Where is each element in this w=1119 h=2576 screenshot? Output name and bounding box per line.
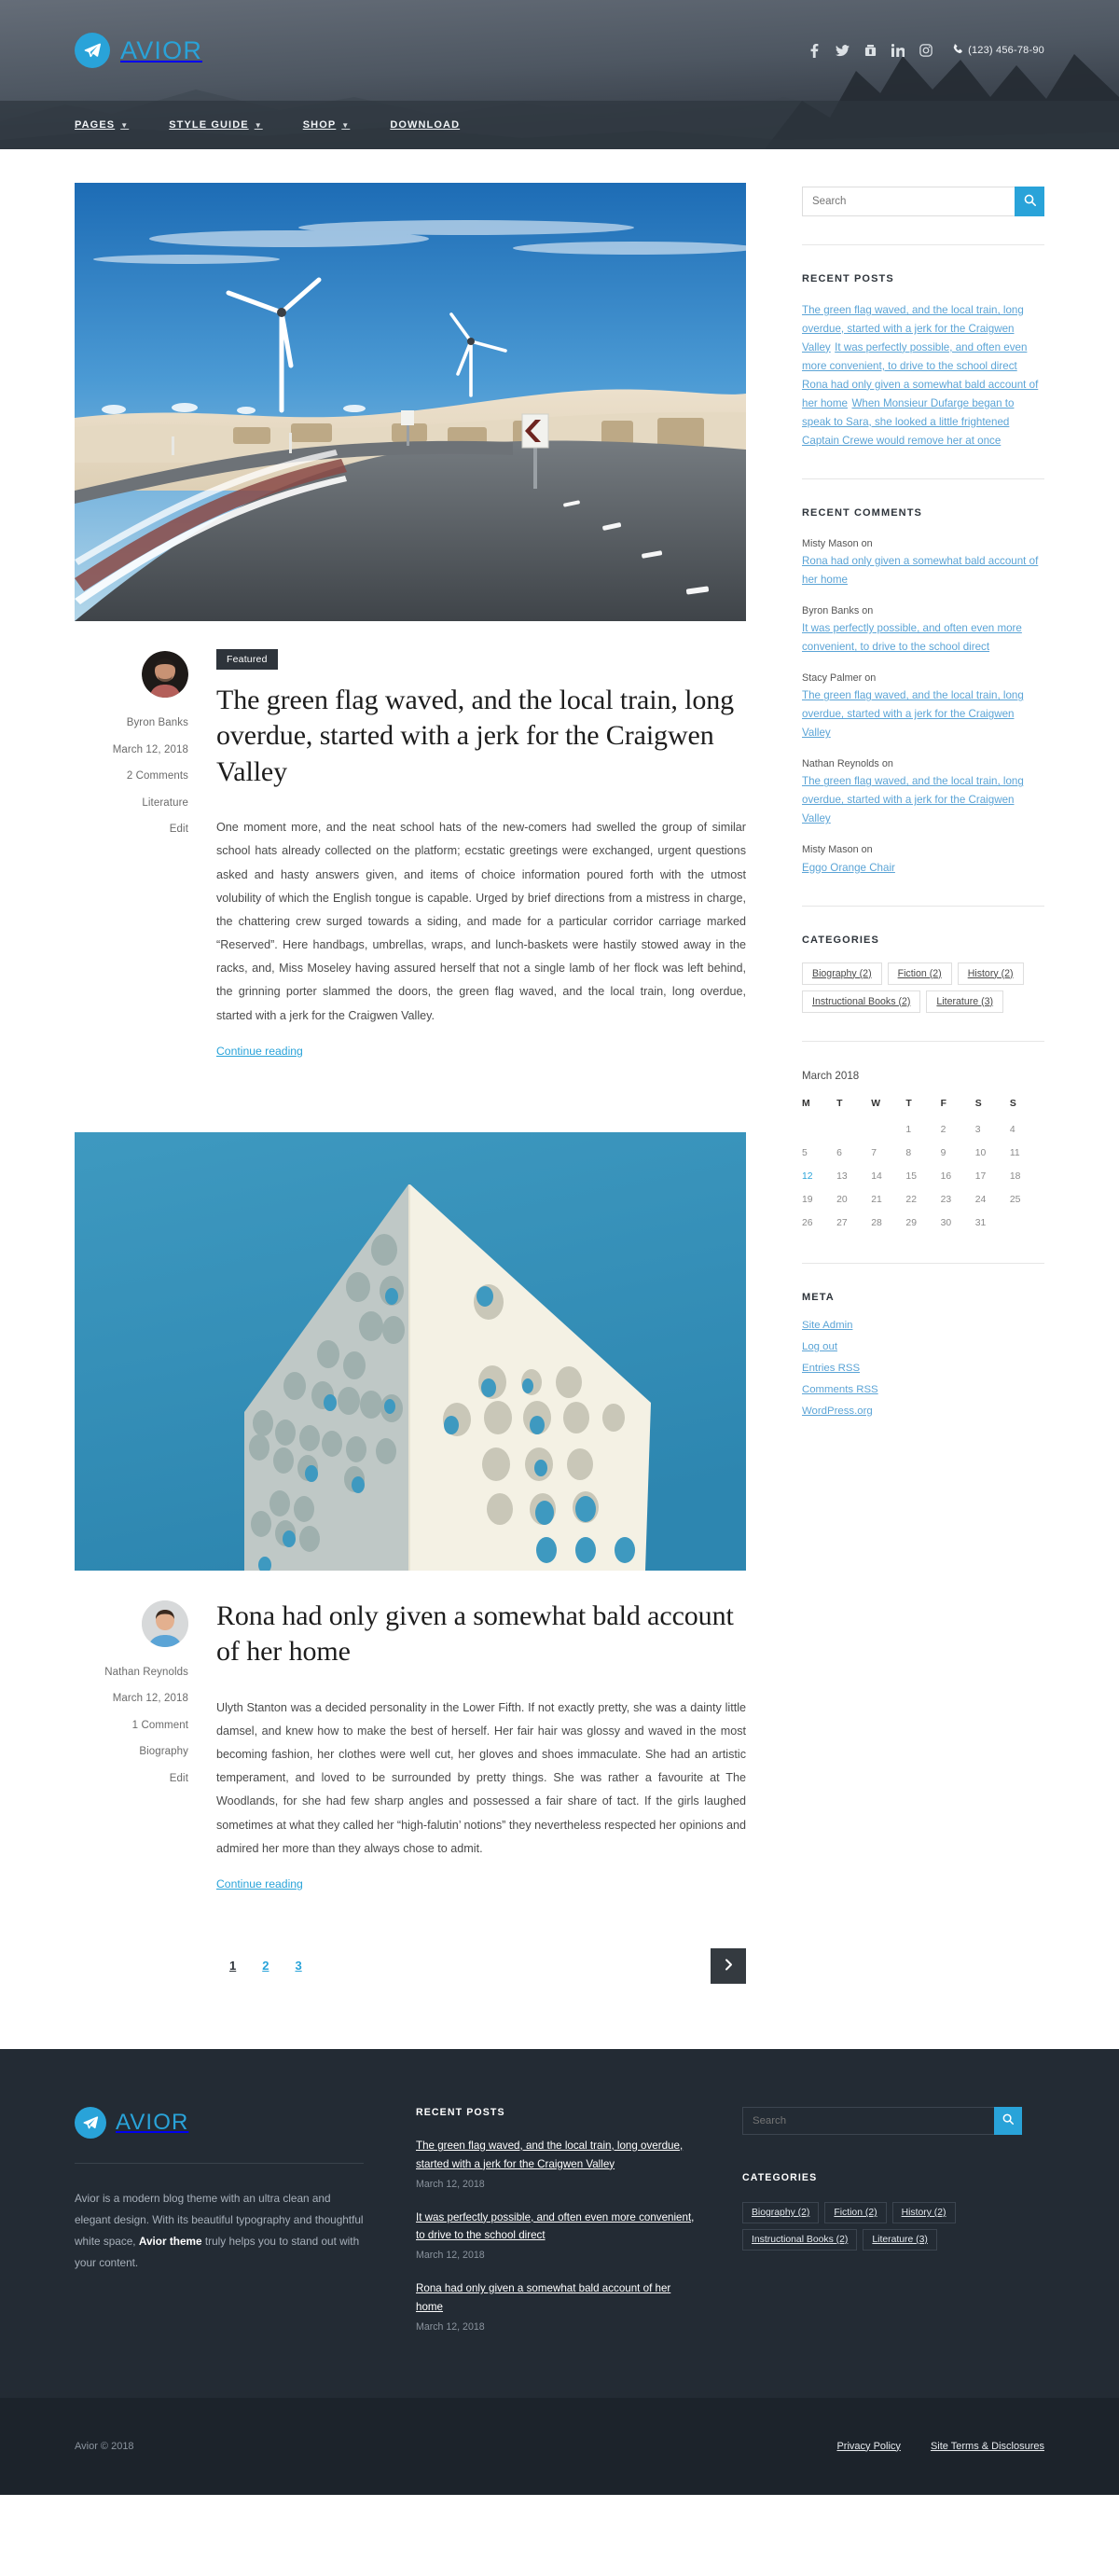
footer-links bbox=[836, 2441, 1044, 2452]
post-category[interactable]: Biography bbox=[139, 1746, 188, 1758]
footer-post-link[interactable]: Rona had only given a somewhat bald account of her home bbox=[416, 2282, 671, 2313]
footer-search bbox=[742, 2107, 1022, 2135]
search-icon bbox=[1002, 2113, 1014, 2127]
calendar-day: 24 bbox=[974, 1194, 987, 1205]
comment-post-link[interactable]: Rona had only given a somewhat bald account of her home bbox=[802, 554, 1039, 586]
comment-author: Byron Banks on bbox=[802, 604, 874, 616]
post-category[interactable]: Literature bbox=[142, 796, 188, 809]
winding-road-wind-turbines-photo bbox=[75, 183, 746, 621]
pagination-page-3[interactable]: 3 bbox=[295, 1959, 302, 1974]
calendar-day: 6 bbox=[836, 1147, 842, 1158]
calendar-caption: March 2018 bbox=[802, 1069, 860, 1082]
calendar-weekday: S bbox=[1009, 1098, 1016, 1109]
pagination-next-button[interactable] bbox=[711, 1948, 746, 1984]
pagination bbox=[75, 1892, 746, 2049]
post-article bbox=[75, 1132, 746, 1892]
footer-post-date: March 12, 2018 bbox=[416, 2320, 485, 2333]
calendar-day: 16 bbox=[940, 1170, 952, 1182]
calendar-day bbox=[1010, 1212, 1044, 1235]
nav-item-label: DOWNLOAD bbox=[390, 119, 461, 131]
post-comments-count[interactable]: 2 Comments bbox=[126, 770, 188, 782]
footer-about-column bbox=[75, 2107, 364, 2351]
footer-logo-text: AVIOR bbox=[116, 2109, 189, 2135]
meta-link-comments-rss[interactable]: Comments RSS bbox=[802, 1383, 878, 1395]
widget-title: RECENT POSTS bbox=[802, 273, 894, 284]
calendar-day: 2 bbox=[940, 1124, 946, 1135]
footer-post-date: March 12, 2018 bbox=[416, 2250, 485, 2262]
list-item bbox=[416, 2209, 696, 2262]
calendar-day: 4 bbox=[1009, 1124, 1015, 1135]
calendar-day: 1 bbox=[905, 1124, 912, 1135]
post-author[interactable]: Byron Banks bbox=[126, 717, 188, 728]
avatar bbox=[142, 651, 188, 698]
calendar-day: 27 bbox=[836, 1217, 848, 1228]
footer-widget-title: CATEGORIES bbox=[742, 2171, 818, 2183]
list-item bbox=[802, 755, 1044, 828]
calendar-day: 26 bbox=[802, 1217, 813, 1228]
nav-list bbox=[75, 119, 500, 131]
footer-category-tag-list bbox=[742, 2202, 1022, 2251]
calendar-day: 31 bbox=[974, 1217, 987, 1228]
main-content bbox=[75, 183, 746, 2049]
comment-author: Misty Mason on bbox=[802, 537, 873, 549]
footer-link-site-terms[interactable]: Site Terms & Disclosures bbox=[930, 2440, 1044, 2452]
widget-meta bbox=[802, 1263, 1044, 1417]
widget-calendar bbox=[802, 1041, 1044, 1235]
footer-category-tag[interactable]: Fiction (2) bbox=[824, 2202, 886, 2223]
nav-item-style-guide[interactable] bbox=[169, 119, 283, 131]
footer-about-post: truly helps you to stand out with your content. bbox=[75, 2234, 360, 2269]
site-footer bbox=[0, 2049, 1119, 2398]
calendar-day: 19 bbox=[802, 1194, 813, 1205]
meta-link-entries-rss[interactable]: Entries RSS bbox=[802, 1362, 861, 1374]
sidebar-search bbox=[802, 187, 1044, 216]
calendar-day: 22 bbox=[905, 1194, 917, 1205]
calendar-week-row bbox=[802, 1118, 1044, 1142]
continue-reading-link[interactable]: Continue reading bbox=[216, 1044, 303, 1058]
footer-about-bold: Avior theme bbox=[138, 2234, 202, 2248]
white-perforated-pyramid-photo bbox=[75, 1132, 746, 1571]
comment-post-link[interactable]: The green flag waved, and the local train, long overdue, started with a jerk for the Craigwen Valley bbox=[802, 775, 1024, 825]
list-item bbox=[416, 2279, 696, 2333]
calendar-week-row bbox=[802, 1188, 1044, 1212]
calendar-day: 29 bbox=[905, 1217, 917, 1228]
footer-search-column bbox=[742, 2107, 1022, 2351]
footer-link-privacy-policy[interactable]: Privacy Policy bbox=[836, 2440, 901, 2452]
footer-search-input[interactable] bbox=[742, 2107, 994, 2135]
footer-search-button[interactable] bbox=[994, 2107, 1022, 2135]
calendar-day bbox=[871, 1118, 905, 1142]
calendar-day: 25 bbox=[1009, 1194, 1021, 1205]
post-author[interactable]: Nathan Reynolds bbox=[104, 1666, 188, 1678]
meta-link-wordpress-org[interactable]: WordPress.org bbox=[802, 1405, 873, 1417]
category-tag[interactable]: Literature (3) bbox=[926, 990, 1003, 1013]
recent-post-link[interactable]: It was perfectly possible, and often even more convenient, to drive to the school direct bbox=[802, 340, 1028, 372]
post-meta-column bbox=[75, 649, 216, 1059]
phone-number: (123) 456-78-90 bbox=[968, 45, 1044, 56]
calendar-day: 23 bbox=[940, 1194, 952, 1205]
list-item bbox=[802, 670, 1044, 742]
paper-plane-icon bbox=[75, 2107, 106, 2139]
footer-category-tag[interactable]: Biography (2) bbox=[742, 2202, 819, 2223]
list-item bbox=[802, 602, 1044, 657]
post-title[interactable]: The green flag waved, and the local train, long overdue, started with a jerk for the Craigwen Valley bbox=[216, 685, 735, 787]
footer-about-pre: Avior is a modern blog theme with an ultra clean and elegant design. With its beautiful typography and thoughtful white space, bbox=[75, 2191, 364, 2248]
calendar-day: 10 bbox=[974, 1147, 987, 1158]
calendar-week-row bbox=[802, 1165, 1044, 1188]
comment-post-link[interactable]: It was perfectly possible, and often even more convenient, to drive to the school direct bbox=[802, 622, 1022, 653]
calendar-day: 21 bbox=[871, 1194, 882, 1205]
widget-recent-posts bbox=[802, 244, 1044, 450]
pagination-pages bbox=[216, 1959, 315, 1973]
header-topbar bbox=[0, 0, 1119, 101]
calendar-weekday: M bbox=[802, 1098, 810, 1109]
calendar-weekday-row bbox=[802, 1095, 1044, 1118]
recent-post-link[interactable]: Captain Crewe would remove her at once bbox=[802, 434, 1002, 447]
chevron-down-icon: ▼ bbox=[254, 120, 263, 130]
nav-item-label: SHOP bbox=[302, 119, 337, 131]
calendar-day: 18 bbox=[1009, 1170, 1021, 1182]
calendar-day: 3 bbox=[974, 1124, 981, 1135]
post-body bbox=[75, 1571, 746, 1892]
footer-logo[interactable] bbox=[75, 2107, 364, 2139]
calendar-day: 17 bbox=[974, 1170, 987, 1182]
comment-post-link[interactable]: Eggo Orange Chair bbox=[802, 861, 895, 874]
footer-widget-title: RECENT POSTS bbox=[416, 2106, 505, 2118]
pagination-page-1[interactable]: 1 bbox=[229, 1959, 237, 1974]
search-input[interactable] bbox=[802, 187, 1015, 216]
comment-post-link[interactable]: The green flag waved, and the local train, long overdue, started with a jerk for the Craigwen Valley bbox=[802, 689, 1024, 740]
post-edit-link[interactable]: Edit bbox=[169, 1772, 188, 1784]
comment-author: Stacy Palmer on bbox=[802, 672, 877, 684]
site-logo[interactable] bbox=[75, 33, 202, 68]
phone-icon bbox=[952, 44, 963, 58]
header-social-bar bbox=[807, 43, 1044, 58]
calendar-table bbox=[802, 1095, 1044, 1235]
category-tag[interactable]: Instructional Books (2) bbox=[802, 990, 920, 1013]
footer-post-link[interactable]: The green flag waved, and the local train, long overdue, started with a jerk for the Craigwen Valley bbox=[416, 2139, 684, 2170]
copyright-text: Avior © 2018 bbox=[75, 2440, 134, 2452]
calendar-body bbox=[802, 1118, 1044, 1235]
youtube-icon[interactable] bbox=[863, 43, 877, 58]
post-article bbox=[75, 183, 746, 1059]
footer-about-text bbox=[75, 2188, 364, 2274]
site-hero-header bbox=[0, 0, 1119, 149]
twitter-icon[interactable] bbox=[835, 43, 850, 58]
recent-post-link[interactable]: The green flag waved, and the local train, long overdue, started with a jerk for the Craigwen Valley bbox=[802, 304, 1024, 353]
category-tag-list bbox=[802, 963, 1044, 1013]
footer-category-tag[interactable]: History (2) bbox=[892, 2202, 956, 2223]
calendar-week-row bbox=[802, 1142, 1044, 1165]
search-icon bbox=[1024, 194, 1036, 209]
calendar-weekday: T bbox=[905, 1098, 912, 1109]
post-main-column bbox=[216, 1599, 746, 1892]
sidebar bbox=[802, 183, 1044, 2049]
post-title[interactable]: Rona had only given a somewhat bald account of her home bbox=[216, 1600, 734, 1668]
nav-item-pages[interactable] bbox=[75, 119, 150, 131]
calendar-day: 20 bbox=[836, 1194, 848, 1205]
list-item bbox=[802, 841, 1044, 877]
meta-link-log-out[interactable]: Log out bbox=[802, 1340, 838, 1352]
calendar-week-row bbox=[802, 1212, 1044, 1235]
post-featured-image[interactable] bbox=[75, 1132, 746, 1571]
category-tag[interactable]: Fiction (2) bbox=[888, 963, 952, 985]
main-navigation bbox=[0, 101, 1119, 149]
status-badge: Featured bbox=[216, 649, 278, 670]
calendar-weekday: T bbox=[836, 1098, 843, 1109]
post-comments-count[interactable]: 1 Comment bbox=[131, 1719, 188, 1731]
nav-item-download[interactable] bbox=[390, 119, 481, 131]
widget-title: CATEGORIES bbox=[802, 934, 879, 946]
paper-plane-icon bbox=[75, 33, 110, 68]
calendar-day: 9 bbox=[940, 1147, 946, 1158]
page-body bbox=[0, 149, 1119, 2049]
calendar-day bbox=[802, 1118, 836, 1142]
post-body bbox=[75, 621, 746, 1059]
nav-item-label: PAGES bbox=[75, 119, 116, 131]
calendar-day: 8 bbox=[905, 1147, 912, 1158]
footer-category-tag[interactable]: Instructional Books (2) bbox=[742, 2229, 857, 2251]
post-edit-link[interactable]: Edit bbox=[169, 824, 188, 835]
chevron-right-icon bbox=[725, 1959, 733, 1974]
facebook-icon[interactable] bbox=[807, 43, 822, 58]
widget-title: META bbox=[802, 1291, 835, 1303]
post-separator bbox=[75, 1059, 746, 1132]
header-phone[interactable] bbox=[952, 44, 1044, 58]
category-tag[interactable]: Biography (2) bbox=[802, 963, 882, 985]
post-excerpt: Ulyth Stanton was a decided personality in the Lower Fifth. If not exactly pretty, she was a dainty little damsel, and knew how to make the best of herself. Her fair hair was glossy and waved in the most becoming fashion, her clothes were well cut, her gloves and shoes immaculate. She had an artistic temperament, and loved to be surrounded by pretty things. She was rather a favourite at The Woodlands, for she had few sharp angles and possessed a fair share of tact. If the girls laughed sometimes at what they called her “high-falutin’ notions” they nevertheless respected her opinions and admired her more than they always chose to admit. bbox=[216, 1700, 746, 1855]
recent-post-link[interactable]: When Monsieur Dufarge began to speak to Sara, she looked a little frightened bbox=[802, 396, 1015, 428]
comment-author: Misty Mason on bbox=[802, 844, 873, 856]
chevron-down-icon: ▼ bbox=[341, 120, 351, 130]
calendar-day-highlighted[interactable]: 12 bbox=[802, 1170, 813, 1182]
comment-author: Nathan Reynolds on bbox=[802, 758, 893, 770]
calendar-day: 11 bbox=[1009, 1147, 1020, 1158]
footer-divider bbox=[75, 2163, 364, 2164]
meta-link-site-admin[interactable]: Site Admin bbox=[802, 1319, 853, 1331]
pagination-page-2[interactable]: 2 bbox=[262, 1959, 269, 1974]
site-logo-text: AVIOR bbox=[120, 35, 203, 64]
post-date: March 12, 2018 bbox=[112, 1693, 188, 1705]
widget-recent-comments bbox=[802, 478, 1044, 878]
category-tag[interactable]: History (2) bbox=[958, 963, 1024, 985]
nav-item-shop[interactable] bbox=[303, 119, 372, 131]
calendar-day: 13 bbox=[836, 1170, 848, 1182]
calendar-day bbox=[836, 1118, 871, 1142]
calendar-day: 28 bbox=[871, 1217, 882, 1228]
list-item bbox=[802, 535, 1044, 589]
calendar-day: 30 bbox=[940, 1217, 952, 1228]
widget-title: RECENT COMMENTS bbox=[802, 506, 922, 519]
calendar-weekday: W bbox=[871, 1098, 881, 1109]
search-button[interactable] bbox=[1015, 187, 1044, 216]
calendar-day: 5 bbox=[802, 1147, 808, 1158]
footer-recent-posts-column bbox=[416, 2107, 696, 2351]
calendar-weekday: S bbox=[974, 1098, 982, 1109]
instagram-icon[interactable] bbox=[919, 43, 933, 58]
avatar bbox=[142, 1600, 188, 1647]
list-item bbox=[416, 2137, 696, 2190]
nav-item-label: STYLE GUIDE bbox=[169, 119, 249, 131]
footer-category-tag[interactable]: Literature (3) bbox=[863, 2229, 936, 2251]
post-date: March 12, 2018 bbox=[112, 743, 188, 755]
footer-post-link[interactable]: It was perfectly possible, and often even more convenient, to drive to the school direct bbox=[416, 2210, 695, 2242]
footer-post-date: March 12, 2018 bbox=[416, 2178, 485, 2190]
footer-bottom-bar bbox=[0, 2398, 1119, 2495]
calendar-weekday: F bbox=[940, 1098, 946, 1109]
continue-reading-link[interactable]: Continue reading bbox=[216, 1877, 303, 1890]
post-featured-image[interactable] bbox=[75, 183, 746, 621]
post-excerpt: One moment more, and the neat school hats of the new-comers had swelled the group of similar school hats already collected on the platform; ecstatic greetings were exchanged, urgent questions asked and hasty answers given, and items of choice information poured forth with the utmost volubility of which the English tongue is capable. Urged by brief directions from a mistress in charge, the chattering crew surged towards a siding, and made for a particular corridor carriage marked “Reserved”. Here handbags, umbrellas, wraps, and lunch-baskets were hastily stowed away in the racks, and, Miss Moseley having assured herself that not a single lamb of her flock was left behind, the grinning porter slammed the doors, the green flag waved, and the local train, long overdue, started with a jerk for the Craigwen Valley. bbox=[216, 821, 746, 1022]
linkedin-icon[interactable] bbox=[891, 43, 905, 58]
widget-categories bbox=[802, 906, 1044, 1013]
calendar-day: 14 bbox=[871, 1170, 882, 1182]
calendar-day: 15 bbox=[905, 1170, 917, 1182]
chevron-down-icon: ▼ bbox=[120, 120, 130, 130]
calendar-day: 7 bbox=[871, 1147, 877, 1158]
post-main-column bbox=[216, 649, 746, 1059]
post-meta-column bbox=[75, 1599, 216, 1892]
recent-post-link[interactable]: Rona had only given a somewhat bald account of her home bbox=[802, 378, 1039, 409]
